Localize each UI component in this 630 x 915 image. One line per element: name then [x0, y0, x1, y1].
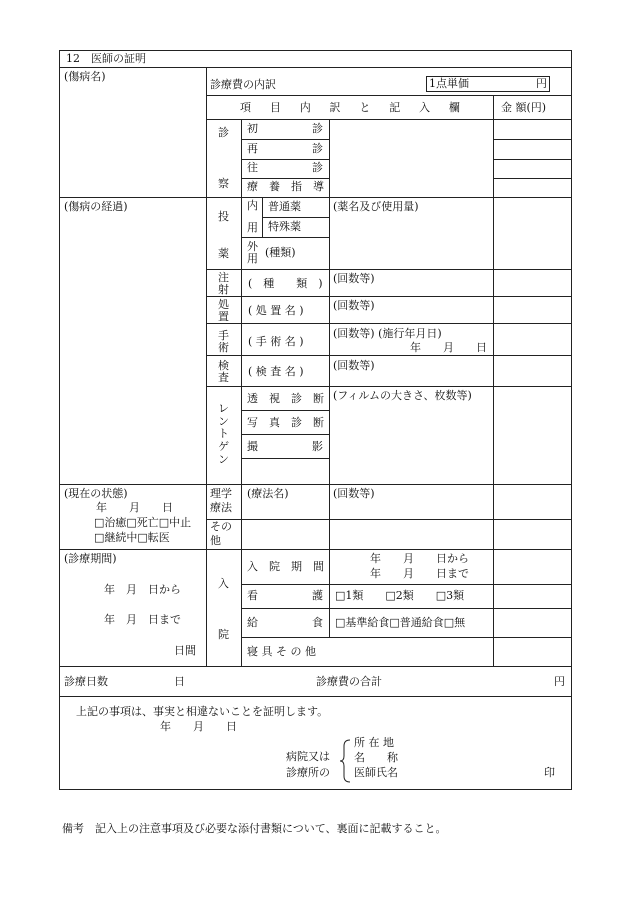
xray-char: ン: [218, 414, 229, 428]
hospital-label-1: 病院又は: [286, 750, 330, 763]
xray-photo: 写 真 診 断: [247, 416, 324, 429]
treatment-period-days: 日間: [174, 644, 196, 657]
rigaku-kind: (療法名): [247, 487, 289, 500]
treatment-period-label: (診療期間): [64, 552, 117, 565]
rule: [60, 484, 571, 485]
gaiyo-kind: (種類): [265, 246, 296, 259]
drug-note: (薬名及び使用量): [333, 200, 419, 213]
toyaku-char-1: 投: [218, 210, 229, 223]
hospital-label-2: 診療所の: [286, 766, 330, 779]
rigaku-1: 理学: [210, 487, 232, 500]
rule: [60, 549, 571, 550]
gaiyo-char-2: 用: [247, 252, 258, 265]
unit-price-label: 1点単価: [429, 77, 469, 90]
naiyo-char-1: 内: [247, 199, 258, 212]
shinsatsu-char-1: 診: [218, 126, 229, 139]
shochi-kind: ( 処 置 名 ): [248, 304, 304, 317]
rule: [241, 410, 329, 411]
rigaku-note: (回数等): [333, 487, 375, 500]
rigaku-2: 療法: [210, 501, 232, 514]
certificate-form: [59, 50, 572, 790]
header-char: 入: [419, 101, 431, 114]
cell-text: 診: [312, 161, 323, 174]
rule: [206, 323, 571, 324]
cell-text: 食: [312, 616, 323, 629]
xray-note: (フィルムの大きさ、枚数等): [333, 389, 472, 402]
shujutsu-date: 年 月 日: [410, 341, 487, 354]
current-state-options-2: □継続中□転医: [94, 531, 170, 544]
rule: [241, 608, 571, 609]
treatment-period-from: 年 月 日から: [104, 583, 181, 596]
header-char: 欄: [448, 101, 460, 114]
futsu-yaku: 普通薬: [268, 200, 301, 213]
total-label: 診療費の合計: [316, 675, 382, 688]
kango: [247, 590, 323, 602]
cell-text: 看: [247, 589, 258, 602]
rule: [60, 696, 571, 697]
shujutsu-char-2: 術: [218, 341, 229, 354]
header-char: と: [359, 101, 371, 114]
nyuin-to: 年 月 日まで: [370, 567, 469, 580]
header-char: 内: [299, 101, 311, 114]
shinsatsu-char-2: 察: [218, 177, 229, 190]
shujutsu-note: (回数等) (施行年月日): [333, 327, 442, 340]
rule: [206, 269, 571, 270]
kyushoku: [247, 617, 323, 629]
rule: [262, 217, 329, 218]
rule: [241, 584, 571, 585]
chusha-char-2: 射: [218, 283, 229, 296]
xray-char: レ: [218, 402, 229, 415]
kyushoku-options: □基準給食□普通給食□無: [335, 616, 466, 629]
xray-label: [218, 403, 229, 466]
naiyo-char-2: 用: [247, 221, 258, 234]
brace-icon: [339, 739, 351, 783]
row-saishin: [247, 143, 323, 155]
rule: [206, 95, 571, 96]
rule: [241, 237, 329, 238]
total-yen: 円: [554, 675, 565, 688]
header-char: 項: [240, 101, 251, 114]
rule: [262, 197, 263, 237]
rule: [60, 67, 571, 68]
treatment-days-label: 診療日数: [64, 675, 108, 688]
row-ryoyo-shido: 療 養 指 導: [247, 180, 324, 193]
items-header: [240, 102, 460, 114]
form-title: 12 医師の証明: [66, 52, 146, 65]
kensa-note: (回数等): [333, 359, 375, 372]
amount-header: 金 額(円): [501, 101, 547, 114]
tokushu-yaku: 特殊薬: [268, 220, 301, 233]
toyaku-char-2: 薬: [218, 247, 229, 260]
kensa-char-1: 検: [218, 359, 229, 372]
shochi-char-1: 処: [218, 298, 229, 311]
rule: [206, 67, 207, 666]
name-label: 名 称: [354, 751, 398, 764]
rule: [206, 119, 571, 120]
rule: [241, 434, 329, 435]
gaiyo-char-1: 外: [247, 240, 258, 253]
nyuin-char-2: 院: [218, 628, 229, 641]
header-char: 訳: [329, 101, 341, 114]
rule: [206, 386, 571, 387]
chusha-note: (回数等): [333, 272, 375, 285]
rule: [241, 178, 329, 179]
sonota-2: 他: [210, 534, 221, 547]
header-char: 目: [269, 101, 281, 114]
xray-char: ン: [218, 452, 229, 466]
rule: [493, 95, 494, 666]
treatment-period-to: 年 月 日まで: [104, 613, 181, 626]
address-label: 所 在 地: [354, 736, 394, 749]
chusha-kind: ( 種 類 ): [248, 277, 323, 290]
rule: [493, 139, 571, 140]
current-state-date: 年 月 日: [96, 501, 173, 514]
kensa-kind: ( 検 査 名 ): [248, 365, 304, 378]
treatment-days-unit: 日: [174, 675, 185, 688]
rule: [241, 159, 329, 160]
xray-char: ゲ: [218, 439, 229, 453]
xray-satsuei: [247, 441, 323, 453]
shujutsu-char-1: 手: [218, 329, 229, 342]
rule: [329, 119, 330, 519]
header-char: 記: [389, 101, 401, 114]
cell-text: 給: [247, 616, 258, 629]
sonota-1: その: [210, 520, 232, 533]
injury-name-label: (傷病名): [64, 70, 106, 83]
xray-fluoro: 透 視 診 断: [247, 392, 324, 405]
cert-statement: 上記の事項は、事実と相違ないことを証明します。: [76, 705, 329, 718]
rule: [60, 197, 571, 198]
cell-text: 初: [247, 122, 258, 135]
rule: [241, 139, 329, 140]
shujutsu-kind: ( 手 術 名 ): [248, 335, 304, 348]
unit-price-yen: 円: [536, 77, 547, 90]
rule: [329, 549, 330, 638]
xray-char: ト: [218, 427, 229, 441]
rule: [241, 119, 242, 666]
kensa-char-2: 査: [218, 371, 229, 384]
doctor-name-label: 医師氏名: [354, 766, 398, 779]
injury-course-label: (傷病の経過): [64, 200, 128, 213]
nyuin-from: 年 月 日から: [370, 552, 469, 565]
rule: [60, 666, 571, 667]
cell-text: 護: [312, 589, 323, 602]
chusha-char-1: 注: [218, 271, 229, 284]
nyuin-kikan: 入 院 期 間: [247, 560, 324, 573]
seal-label: 印: [544, 766, 555, 779]
cell-text: 診: [312, 142, 323, 155]
cell-text: 再: [247, 142, 258, 155]
shingu: 寝 具 そ の 他: [247, 645, 316, 658]
rule: [241, 458, 329, 459]
rule: [493, 178, 571, 179]
shochi-char-2: 置: [218, 310, 229, 323]
kango-options: □1類 □2類 □3類: [335, 589, 465, 602]
cert-date: 年 月 日: [160, 720, 237, 733]
current-state-label: (現在の状態): [64, 487, 128, 500]
breakdown-label: 診療費の内訳: [210, 78, 276, 91]
row-oshin: [247, 162, 323, 174]
rule: [493, 159, 571, 160]
rule: [206, 519, 571, 520]
cell-text: 往: [247, 161, 258, 174]
cell-text: 診: [312, 122, 323, 135]
nyuin-char-1: 入: [218, 577, 229, 590]
cell-text: 影: [312, 440, 323, 453]
cell-text: 撮: [247, 440, 258, 453]
rule: [329, 519, 330, 549]
remarks-note: 備考 記入上の注意事項及び必要な添付書類について、裏面に記載すること。: [62, 822, 447, 835]
current-state-options-1: □治癒□死亡□中止: [94, 516, 192, 529]
row-shoshin: [247, 123, 323, 135]
rule: [206, 355, 571, 356]
shochi-note: (回数等): [333, 299, 375, 312]
rule: [241, 637, 571, 638]
rule: [206, 296, 571, 297]
